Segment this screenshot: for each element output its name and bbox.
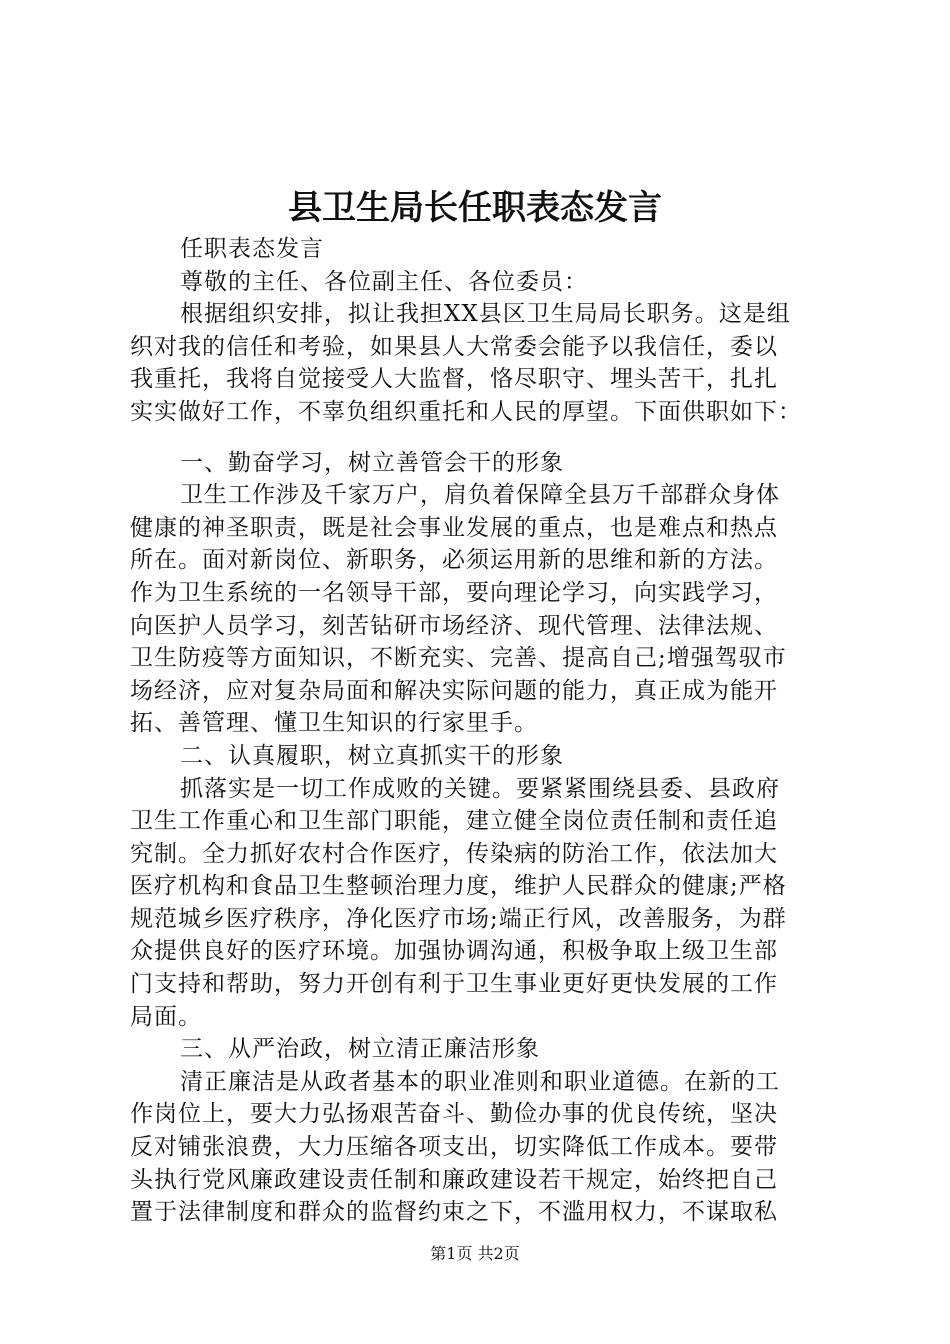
text-line: 根据组织安排，拟让我担XX县区卫生局局长职务。这是组 bbox=[180, 301, 791, 328]
paragraph-gap bbox=[130, 429, 832, 447]
text-line: 作岗位上，要大力弘扬艰苦奋斗、勤俭办事的优良传统，坚决 bbox=[130, 1101, 778, 1128]
text-line: 健康的神圣职责，既是社会事业发展的重点，也是难点和热点 bbox=[130, 514, 778, 541]
text-line: 卫生工作涉及千家万户，肩负着保障全县万千部群众身体 bbox=[180, 482, 780, 509]
text-line: 拓、善管理、懂卫生知识的行家里手。 bbox=[130, 710, 538, 737]
text-line: 规范城乡医疗秩序，净化医疗市场;端正行风，改善服务，为群 bbox=[130, 905, 787, 932]
text-line: 众提供良好的医疗环境。加强协调沟通，积极争取上级卫生部 bbox=[130, 938, 778, 965]
section-heading: 二、认真履职，树立真抓实干的形象 bbox=[180, 742, 564, 769]
text-line: 究制。全力抓好农村合作医疗，传染病的防治工作，依法加大 bbox=[130, 840, 778, 867]
text-line: 头执行党风廉政建设责任制和廉政建设若干规定，始终把自己 bbox=[130, 1166, 778, 1193]
document-body bbox=[130, 233, 832, 1229]
text-line: 尊敬的主任、各位副主任、各位委员： bbox=[180, 268, 588, 295]
text-line: 医疗机构和食品卫生整顿治理力度，维护人民群众的健康;严格 bbox=[130, 873, 787, 900]
section-heading: 三、从严治政，树立清正廉洁形象 bbox=[180, 1036, 540, 1063]
text-line: 我重托，我将自觉接受人大监督，恪尽职守、埋头苦干，扎扎 bbox=[130, 366, 778, 393]
text-line: 织对我的信任和考验，如果县人大常委会能予以我信任，委以 bbox=[130, 333, 778, 360]
text-line: 向医护人员学习，刻苦钻研市场经济、现代管理、法律法规、 bbox=[130, 612, 778, 639]
text-line: 实实做好工作，不辜负组织重托和人民的厚望。下面供职如下： bbox=[130, 398, 802, 425]
text-line: 卫生工作重心和卫生部门职能，建立健全岗位责任制和责任追 bbox=[130, 808, 778, 835]
page-number: 第1页 共2页 bbox=[430, 1244, 520, 1263]
text-line: 卫生防疫等方面知识，不断充实、完善、提高自己;增强驾驭市 bbox=[130, 645, 787, 672]
text-line: 场经济，应对复杂局面和解决实际问题的能力，真正成为能开 bbox=[130, 677, 778, 704]
section-heading: 一、勤奋学习，树立善管会干的形象 bbox=[180, 449, 564, 476]
text-line: 清正廉洁是从政者基本的职业准则和职业道德。在新的工 bbox=[180, 1068, 780, 1095]
text-line: 抓落实是一切工作成败的关键。要紧紧围绕县委、县政府 bbox=[180, 775, 780, 802]
text-line: 置于法律制度和群众的监督约束之下，不滥用权力，不谋取私 bbox=[130, 1199, 778, 1226]
text-line: 局面。 bbox=[130, 1003, 202, 1030]
text-line: 反对铺张浪费，大力压缩各项支出，切实降低工作成本。要带 bbox=[130, 1134, 778, 1161]
text-line: 门支持和帮助，努力开创有利于卫生事业更好更快发展的工作 bbox=[130, 971, 778, 998]
text-line: 所在。面对新岗位、新职务，必须运用新的思维和新的方法。 bbox=[130, 547, 778, 574]
text-line: 作为卫生系统的一名领导干部，要向理论学习，向实践学习， bbox=[130, 579, 778, 606]
document-title: 县卫生局长任职表态发言 bbox=[288, 188, 662, 228]
text-line: 任职表态发言 bbox=[180, 236, 324, 262]
